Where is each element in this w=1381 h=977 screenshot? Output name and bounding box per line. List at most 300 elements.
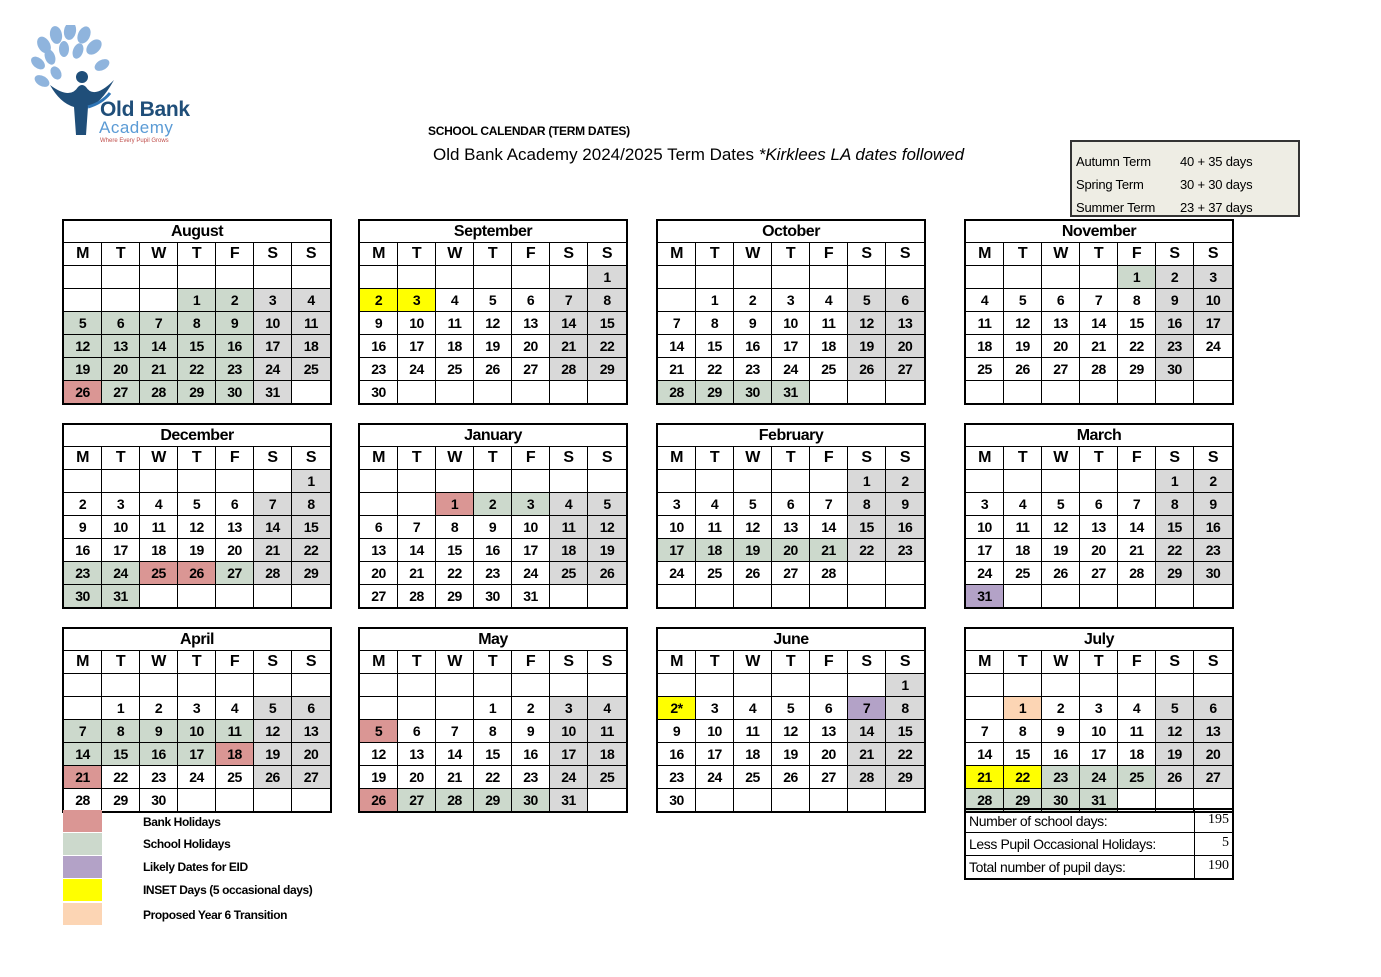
day-cell: 11 <box>550 516 588 539</box>
day-cell: 30 <box>512 789 550 811</box>
weekday-header: T <box>474 651 512 674</box>
day-cell <box>1194 381 1232 403</box>
day-cell <box>966 381 1004 403</box>
totals-label: Less Pupil Occasional Holidays: <box>966 833 1195 855</box>
month-grid <box>360 651 626 811</box>
day-cell: 29 <box>102 789 140 811</box>
legend-label-eid: Likely Dates for EID <box>143 860 248 874</box>
weekday-header: M <box>64 651 102 674</box>
month-grid <box>966 651 1232 811</box>
day-cell: 14 <box>398 539 436 562</box>
weekday-header: T <box>1004 243 1042 266</box>
day-cell: 28 <box>64 789 102 811</box>
day-cell: 25 <box>140 562 178 585</box>
day-cell: 31 <box>254 381 292 403</box>
day-cell: 2 <box>216 289 254 312</box>
day-cell <box>1004 266 1042 289</box>
day-cell: 21 <box>436 766 474 789</box>
day-cell: 23 <box>216 358 254 381</box>
weekday-header: M <box>360 651 398 674</box>
day-cell: 6 <box>1194 697 1232 720</box>
day-cell: 3 <box>696 697 734 720</box>
day-cell <box>1042 470 1080 493</box>
day-cell: 20 <box>1042 335 1080 358</box>
day-cell: 6 <box>1080 493 1118 516</box>
day-cell <box>292 789 330 811</box>
weekday-header: S <box>254 651 292 674</box>
day-cell: 10 <box>178 720 216 743</box>
weekday-header: F <box>810 651 848 674</box>
day-cell: 3 <box>658 493 696 516</box>
day-cell: 14 <box>810 516 848 539</box>
summary-term: Summer Term <box>1076 200 1156 215</box>
day-cell: 5 <box>360 720 398 743</box>
day-cell: 3 <box>512 493 550 516</box>
day-cell: 1 <box>588 266 626 289</box>
day-cell <box>772 789 810 811</box>
day-cell: 17 <box>696 743 734 766</box>
day-cell: 21 <box>848 743 886 766</box>
day-cell: 21 <box>810 539 848 562</box>
day-cell: 11 <box>1118 720 1156 743</box>
month-grid <box>658 243 924 403</box>
day-cell: 12 <box>588 516 626 539</box>
day-cell: 27 <box>1042 358 1080 381</box>
day-cell <box>178 585 216 607</box>
day-cell <box>102 674 140 697</box>
logo-name-line2: Academy <box>99 118 174 137</box>
day-cell <box>696 674 734 697</box>
day-cell: 9 <box>658 720 696 743</box>
month-name: February <box>658 425 924 447</box>
day-cell <box>216 266 254 289</box>
day-cell: 29 <box>436 585 474 607</box>
weekday-header: S <box>886 651 924 674</box>
weekday-header: T <box>772 651 810 674</box>
day-cell: 16 <box>1156 312 1194 335</box>
day-cell: 21 <box>1118 539 1156 562</box>
day-cell <box>254 470 292 493</box>
day-cell: 17 <box>254 335 292 358</box>
day-cell: 26 <box>64 381 102 403</box>
day-cell <box>1118 585 1156 607</box>
day-cell: 30 <box>1194 562 1232 585</box>
day-cell: 4 <box>216 697 254 720</box>
day-cell <box>398 697 436 720</box>
day-cell <box>658 289 696 312</box>
day-cell: 30 <box>474 585 512 607</box>
day-cell: 2 <box>360 289 398 312</box>
day-cell: 7 <box>1118 493 1156 516</box>
legend-label-school-holidays: School Holidays <box>143 837 231 851</box>
day-cell: 25 <box>696 562 734 585</box>
day-cell <box>1118 381 1156 403</box>
day-cell: 5 <box>848 289 886 312</box>
day-cell: 18 <box>436 335 474 358</box>
weekday-header: F <box>810 447 848 470</box>
day-cell: 4 <box>696 493 734 516</box>
summary-row <box>1072 173 1298 196</box>
weekday-header: W <box>436 447 474 470</box>
day-cell: 18 <box>216 743 254 766</box>
day-cell: 19 <box>1004 335 1042 358</box>
day-cell: 5 <box>1042 493 1080 516</box>
day-cell <box>512 470 550 493</box>
day-cell <box>886 266 924 289</box>
weekday-header: F <box>216 447 254 470</box>
day-cell: 19 <box>734 539 772 562</box>
weekday-header: S <box>886 243 924 266</box>
totals-row <box>966 856 1232 878</box>
day-cell: 24 <box>398 358 436 381</box>
month-august <box>62 219 332 405</box>
weekday-header: T <box>696 651 734 674</box>
day-cell: 9 <box>360 312 398 335</box>
day-cell: 3 <box>772 289 810 312</box>
day-cell <box>734 674 772 697</box>
title-main: Old Bank Academy 2024/2025 Term Dates <box>433 145 759 164</box>
day-cell: 24 <box>1194 335 1232 358</box>
day-cell: 27 <box>512 358 550 381</box>
day-cell: 27 <box>398 789 436 811</box>
day-cell <box>292 674 330 697</box>
weekday-header: T <box>102 651 140 674</box>
day-cell <box>436 697 474 720</box>
day-cell: 20 <box>1194 743 1232 766</box>
day-cell: 27 <box>1194 766 1232 789</box>
day-cell: 25 <box>436 358 474 381</box>
day-cell: 11 <box>436 312 474 335</box>
day-cell <box>254 585 292 607</box>
day-cell <box>1080 674 1118 697</box>
weekday-header: W <box>140 447 178 470</box>
day-cell <box>734 789 772 811</box>
day-cell: 8 <box>588 289 626 312</box>
day-cell <box>658 266 696 289</box>
day-cell: 25 <box>1004 562 1042 585</box>
day-cell <box>64 266 102 289</box>
day-cell <box>140 585 178 607</box>
day-cell <box>550 585 588 607</box>
weekday-header: M <box>64 243 102 266</box>
day-cell: 27 <box>292 766 330 789</box>
day-cell: 7 <box>848 697 886 720</box>
day-cell: 15 <box>1004 743 1042 766</box>
day-cell: 9 <box>140 720 178 743</box>
day-cell <box>810 266 848 289</box>
month-grid <box>360 243 626 403</box>
day-cell <box>810 381 848 403</box>
weekday-header: M <box>966 651 1004 674</box>
day-cell <box>512 266 550 289</box>
day-cell: 5 <box>1156 697 1194 720</box>
day-cell: 17 <box>512 539 550 562</box>
day-cell: 26 <box>474 358 512 381</box>
day-cell: 21 <box>1080 335 1118 358</box>
weekday-header: S <box>550 243 588 266</box>
day-cell: 5 <box>64 312 102 335</box>
summary-term: Autumn Term <box>1076 154 1151 169</box>
day-cell <box>178 674 216 697</box>
day-cell: 18 <box>292 335 330 358</box>
day-cell: 20 <box>102 358 140 381</box>
day-cell: 12 <box>734 516 772 539</box>
day-cell: 16 <box>140 743 178 766</box>
weekday-header: T <box>474 447 512 470</box>
day-cell: 9 <box>1156 289 1194 312</box>
day-cell <box>360 674 398 697</box>
month-june <box>656 627 926 813</box>
day-cell: 21 <box>64 766 102 789</box>
weekday-header: W <box>140 651 178 674</box>
day-cell: 5 <box>254 697 292 720</box>
day-cell: 24 <box>254 358 292 381</box>
day-cell: 18 <box>1004 539 1042 562</box>
day-cell: 5 <box>1004 289 1042 312</box>
day-cell: 12 <box>474 312 512 335</box>
day-cell: 21 <box>966 766 1004 789</box>
day-cell <box>1156 585 1194 607</box>
day-cell: 2 <box>1156 266 1194 289</box>
day-cell <box>254 789 292 811</box>
day-cell: 13 <box>216 516 254 539</box>
day-cell: 23 <box>360 358 398 381</box>
day-cell: 18 <box>140 539 178 562</box>
weekday-header: M <box>64 447 102 470</box>
weekday-header: T <box>102 447 140 470</box>
day-cell: 3 <box>398 289 436 312</box>
day-cell <box>588 470 626 493</box>
day-cell: 16 <box>658 743 696 766</box>
day-cell <box>696 266 734 289</box>
day-cell: 3 <box>1194 266 1232 289</box>
day-cell: 14 <box>64 743 102 766</box>
day-cell: 13 <box>772 516 810 539</box>
day-cell: 4 <box>292 289 330 312</box>
day-cell: 30 <box>360 381 398 403</box>
day-cell: 14 <box>848 720 886 743</box>
day-cell: 25 <box>966 358 1004 381</box>
day-cell <box>734 470 772 493</box>
day-cell: 9 <box>216 312 254 335</box>
day-cell <box>474 470 512 493</box>
day-cell: 14 <box>966 743 1004 766</box>
day-cell: 19 <box>1042 539 1080 562</box>
summary-row <box>1072 150 1298 173</box>
month-name: January <box>360 425 626 447</box>
day-cell: 25 <box>550 562 588 585</box>
month-april <box>62 627 332 813</box>
weekday-header: S <box>550 447 588 470</box>
day-cell: 11 <box>140 516 178 539</box>
day-cell: 26 <box>1004 358 1042 381</box>
day-cell <box>848 562 886 585</box>
day-cell: 13 <box>398 743 436 766</box>
day-cell: 1 <box>1004 697 1042 720</box>
month-grid <box>64 651 330 811</box>
weekday-header: M <box>966 447 1004 470</box>
logo-tagline: Where Every Pupil Grows <box>100 138 169 144</box>
day-cell <box>436 674 474 697</box>
day-cell: 18 <box>966 335 1004 358</box>
day-cell: 20 <box>398 766 436 789</box>
day-cell: 9 <box>734 312 772 335</box>
day-cell: 24 <box>1080 766 1118 789</box>
weekday-header: S <box>1156 447 1194 470</box>
day-cell: 5 <box>178 493 216 516</box>
day-cell: 1 <box>848 470 886 493</box>
weekday-header: T <box>178 447 216 470</box>
day-cell: 17 <box>1194 312 1232 335</box>
weekday-header: T <box>696 243 734 266</box>
day-cell: 28 <box>658 381 696 403</box>
weekday-header: T <box>178 651 216 674</box>
day-cell: 7 <box>140 312 178 335</box>
day-cell <box>140 266 178 289</box>
day-cell: 1 <box>474 697 512 720</box>
day-cell <box>102 289 140 312</box>
day-cell: 1 <box>696 289 734 312</box>
weekday-header: M <box>658 447 696 470</box>
day-cell: 15 <box>474 743 512 766</box>
day-cell: 8 <box>1004 720 1042 743</box>
day-cell: 20 <box>772 539 810 562</box>
day-cell <box>64 674 102 697</box>
day-cell: 8 <box>474 720 512 743</box>
totals-row <box>966 833 1232 856</box>
day-cell: 30 <box>658 789 696 811</box>
day-cell: 15 <box>436 539 474 562</box>
day-cell: 22 <box>1156 539 1194 562</box>
day-cell: 1 <box>1118 266 1156 289</box>
calendar-heading: SCHOOL CALENDAR (TERM DATES) <box>428 124 630 138</box>
calendar-title <box>433 145 964 165</box>
day-cell <box>64 289 102 312</box>
day-cell <box>886 585 924 607</box>
day-cell: 11 <box>696 516 734 539</box>
day-cell <box>658 674 696 697</box>
day-cell: 11 <box>1004 516 1042 539</box>
weekday-header: W <box>734 651 772 674</box>
month-name: March <box>966 425 1232 447</box>
day-cell <box>810 789 848 811</box>
day-cell: 10 <box>550 720 588 743</box>
month-january <box>358 423 628 609</box>
day-cell: 29 <box>588 358 626 381</box>
day-cell: 19 <box>64 358 102 381</box>
legend-label-bank-holidays: Bank Holidays <box>143 815 221 829</box>
day-cell <box>588 789 626 811</box>
day-cell: 7 <box>550 289 588 312</box>
day-cell: 13 <box>512 312 550 335</box>
day-cell: 8 <box>436 516 474 539</box>
day-cell: 2 <box>1042 697 1080 720</box>
day-cell: 21 <box>398 562 436 585</box>
day-cell: 28 <box>810 562 848 585</box>
day-cell: 25 <box>734 766 772 789</box>
weekday-header: F <box>512 447 550 470</box>
day-cell: 27 <box>772 562 810 585</box>
day-cell: 29 <box>1004 789 1042 811</box>
weekday-header: T <box>398 243 436 266</box>
day-cell: 12 <box>64 335 102 358</box>
day-cell <box>436 470 474 493</box>
weekday-header: F <box>1118 651 1156 674</box>
day-cell <box>772 585 810 607</box>
day-cell: 26 <box>1042 562 1080 585</box>
day-cell: 12 <box>772 720 810 743</box>
day-cell: 19 <box>1156 743 1194 766</box>
day-cell: 28 <box>436 789 474 811</box>
weekday-header: S <box>254 447 292 470</box>
day-cell: 24 <box>550 766 588 789</box>
day-cell: 20 <box>360 562 398 585</box>
weekday-header: W <box>140 243 178 266</box>
totals-label: Number of school days: <box>966 810 1195 832</box>
day-cell: 6 <box>886 289 924 312</box>
day-cell: 22 <box>1118 335 1156 358</box>
day-cell <box>102 470 140 493</box>
weekday-header: S <box>588 447 626 470</box>
day-cell: 15 <box>102 743 140 766</box>
day-cell: 28 <box>966 789 1004 811</box>
day-cell <box>1004 585 1042 607</box>
day-cell <box>966 697 1004 720</box>
day-cell: 22 <box>886 743 924 766</box>
day-cell: 17 <box>1080 743 1118 766</box>
day-cell <box>1118 674 1156 697</box>
day-cell <box>1042 674 1080 697</box>
day-cell: 4 <box>550 493 588 516</box>
weekday-header: T <box>772 447 810 470</box>
day-cell <box>1004 470 1042 493</box>
day-cell <box>1194 358 1232 381</box>
day-cell <box>512 381 550 403</box>
day-cell: 25 <box>216 766 254 789</box>
day-cell: 1 <box>178 289 216 312</box>
day-cell: 9 <box>1042 720 1080 743</box>
weekday-header: S <box>886 447 924 470</box>
weekday-header: S <box>550 651 588 674</box>
day-cell: 4 <box>436 289 474 312</box>
day-cell: 9 <box>474 516 512 539</box>
legend-swatch-year6-transition <box>63 903 102 925</box>
day-cell: 12 <box>254 720 292 743</box>
day-cell <box>550 470 588 493</box>
day-cell <box>436 381 474 403</box>
day-cell <box>64 470 102 493</box>
day-cell: 7 <box>398 516 436 539</box>
day-cell: 29 <box>474 789 512 811</box>
day-cell: 9 <box>1194 493 1232 516</box>
month-name: August <box>64 221 330 243</box>
day-cell <box>360 697 398 720</box>
day-cell: 6 <box>398 720 436 743</box>
day-cell: 15 <box>848 516 886 539</box>
day-cell <box>1156 381 1194 403</box>
day-cell: 4 <box>588 697 626 720</box>
weekday-header: T <box>1080 243 1118 266</box>
day-cell: 26 <box>588 562 626 585</box>
day-cell: 7 <box>658 312 696 335</box>
day-cell: 3 <box>1080 697 1118 720</box>
summary-days: 30 + 30 days <box>1180 177 1253 192</box>
day-cell: 7 <box>810 493 848 516</box>
day-cell: 11 <box>216 720 254 743</box>
day-cell <box>1080 470 1118 493</box>
day-cell: 20 <box>216 539 254 562</box>
day-cell <box>178 266 216 289</box>
